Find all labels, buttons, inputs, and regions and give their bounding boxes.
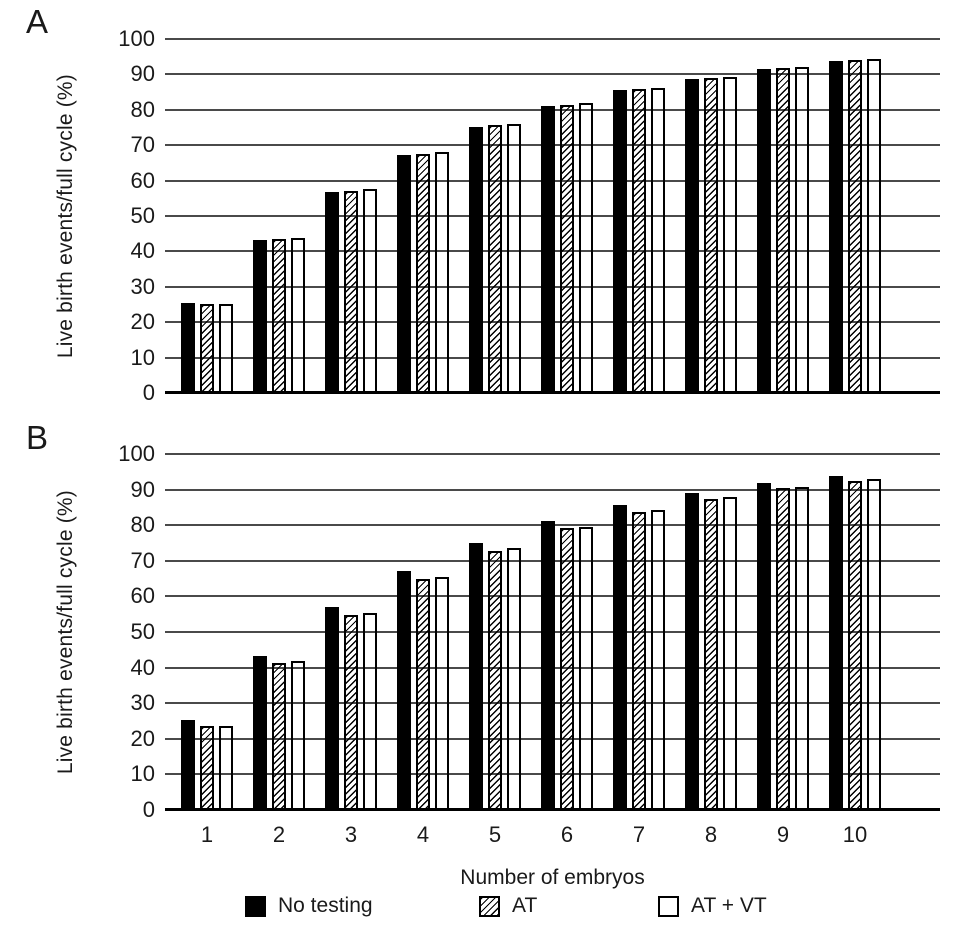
x-tick-label-2: 2 — [272, 822, 286, 847]
x-axis-title: Number of embryos — [460, 866, 645, 889]
legend-label-no-testing: No testing — [278, 894, 373, 917]
bar-at-vt-6 — [579, 527, 593, 810]
bar-at-vt-2 — [291, 238, 305, 393]
y-tick-label-20: 20 — [130, 309, 155, 335]
x-axis-line — [165, 391, 940, 394]
legend — [0, 894, 979, 924]
x-tick-label-10: 10 — [842, 822, 868, 847]
y-tick-label-10: 10 — [130, 761, 155, 787]
y-tick-label-70: 70 — [130, 132, 155, 158]
bar-at-4 — [416, 154, 430, 393]
legend-item-no-testing — [245, 894, 373, 918]
chart-a-plot-area — [118, 26, 940, 405]
bar-at-vt-1 — [219, 726, 233, 810]
y-tick-label-70: 70 — [130, 547, 155, 573]
bar-no-testing-1 — [181, 720, 195, 810]
legend-item-at — [479, 894, 537, 918]
bar-no-testing-3 — [325, 607, 339, 810]
bar-at-vt-1 — [219, 304, 233, 393]
x-tick-label-1: 1 — [200, 822, 214, 847]
y-tick-label-60: 60 — [130, 583, 155, 609]
bar-at-5 — [488, 551, 502, 810]
gridline-90 — [165, 73, 940, 75]
bar-no-testing-9 — [757, 69, 771, 393]
bar-at-vt-8 — [723, 77, 737, 393]
bar-no-testing-10 — [829, 61, 843, 393]
bar-at-2 — [272, 239, 286, 393]
bar-at-vt-9 — [795, 67, 809, 393]
bar-at-1 — [200, 726, 214, 810]
bar-at-vt-4 — [435, 577, 449, 810]
y-axis-title-a-wrap — [48, 39, 84, 393]
bar-no-testing-5 — [469, 127, 483, 393]
bar-at-vt-9 — [795, 487, 809, 810]
x-tick-label-7: 7 — [632, 822, 646, 847]
y-tick-label-0: 0 — [142, 797, 155, 822]
panel-b-label: B — [26, 419, 49, 456]
bar-at-vt-2 — [291, 661, 305, 810]
y-tick-label-30: 30 — [130, 273, 155, 299]
bar-at-vt-5 — [507, 124, 521, 393]
x-tick-label-3: 3 — [344, 822, 358, 847]
gridline-100 — [165, 38, 940, 40]
bar-at-2 — [272, 663, 286, 810]
y-tick-label-60: 60 — [130, 167, 155, 193]
bar-no-testing-4 — [397, 571, 411, 810]
bar-at-10 — [848, 60, 862, 393]
y-tick-label-50: 50 — [130, 203, 155, 228]
bar-no-testing-4 — [397, 155, 411, 393]
bar-no-testing-1 — [181, 303, 195, 393]
bar-at-4 — [416, 579, 430, 810]
legend-item-at-vt — [658, 894, 767, 918]
bar-no-testing-3 — [325, 192, 339, 393]
bar-no-testing-2 — [253, 240, 267, 393]
bar-at-vt-6 — [579, 103, 593, 393]
y-tick-label-10: 10 — [130, 344, 155, 370]
legend-label-at: AT — [512, 894, 538, 917]
y-tick-label-80: 80 — [130, 96, 155, 122]
x-tick-label-9: 9 — [776, 822, 790, 847]
bar-at-vt-3 — [363, 613, 377, 810]
bar-at-7 — [632, 89, 646, 393]
bar-at-7 — [632, 512, 646, 810]
y-tick-label-0: 0 — [142, 380, 155, 405]
bar-at-6 — [560, 528, 574, 810]
legend-label-at-vt: AT + VT — [691, 894, 767, 917]
y-tick-label-50: 50 — [130, 619, 155, 644]
bar-at-vt-7 — [651, 510, 665, 810]
bar-at-1 — [200, 304, 214, 393]
bar-at-vt-10 — [867, 479, 881, 810]
bar-at-9 — [776, 68, 790, 393]
x-axis-line — [165, 808, 940, 811]
y-tick-label-90: 90 — [130, 476, 155, 502]
at-swatch-icon — [479, 896, 500, 917]
bar-no-testing-10 — [829, 476, 843, 810]
bar-at-8 — [704, 78, 718, 393]
bar-no-testing-2 — [253, 656, 267, 811]
y-axis-title-b-wrap — [48, 454, 84, 810]
y-tick-label-40: 40 — [130, 238, 155, 264]
x-tick-label-6: 6 — [560, 822, 574, 847]
at-vt-swatch-icon — [658, 896, 679, 917]
x-tick-label-5: 5 — [488, 822, 502, 847]
bar-no-testing-7 — [613, 505, 627, 810]
y-axis-title-b: Live birth events/full cycle (%) — [54, 489, 77, 775]
bar-at-5 — [488, 125, 502, 393]
bar-no-testing-7 — [613, 90, 627, 393]
chart-b-plot-area — [118, 441, 940, 847]
bar-at-10 — [848, 481, 862, 810]
bar-at-vt-10 — [867, 59, 881, 393]
bar-at-6 — [560, 105, 574, 393]
y-tick-label-90: 90 — [130, 61, 155, 87]
y-tick-label-100: 100 — [118, 26, 155, 51]
panel-a-label: A — [26, 3, 49, 40]
bar-at-8 — [704, 499, 718, 810]
y-tick-label-100: 100 — [118, 441, 155, 466]
bar-at-9 — [776, 488, 790, 810]
x-tick-label-8: 8 — [704, 822, 718, 847]
bar-no-testing-6 — [541, 106, 555, 393]
bar-at-vt-3 — [363, 189, 377, 393]
x-tick-label-4: 4 — [416, 822, 430, 847]
y-tick-label-20: 20 — [130, 725, 155, 751]
bar-no-testing-8 — [685, 79, 699, 393]
y-tick-label-30: 30 — [130, 690, 155, 716]
bar-at-vt-4 — [435, 152, 449, 393]
y-tick-label-80: 80 — [130, 512, 155, 538]
no-testing-swatch-icon — [245, 896, 266, 917]
bar-at-3 — [344, 615, 358, 810]
gridline-90 — [165, 489, 940, 491]
bar-no-testing-6 — [541, 521, 555, 810]
gridline-100 — [165, 453, 940, 455]
bar-at-vt-5 — [507, 548, 521, 810]
bar-at-vt-8 — [723, 497, 737, 810]
y-tick-label-40: 40 — [130, 654, 155, 680]
bar-at-vt-7 — [651, 88, 665, 394]
bar-at-3 — [344, 191, 358, 393]
bar-no-testing-5 — [469, 543, 483, 810]
bar-no-testing-9 — [757, 483, 771, 810]
y-axis-title-a: Live birth events/full cycle (%) — [54, 73, 77, 359]
bar-no-testing-8 — [685, 493, 699, 810]
